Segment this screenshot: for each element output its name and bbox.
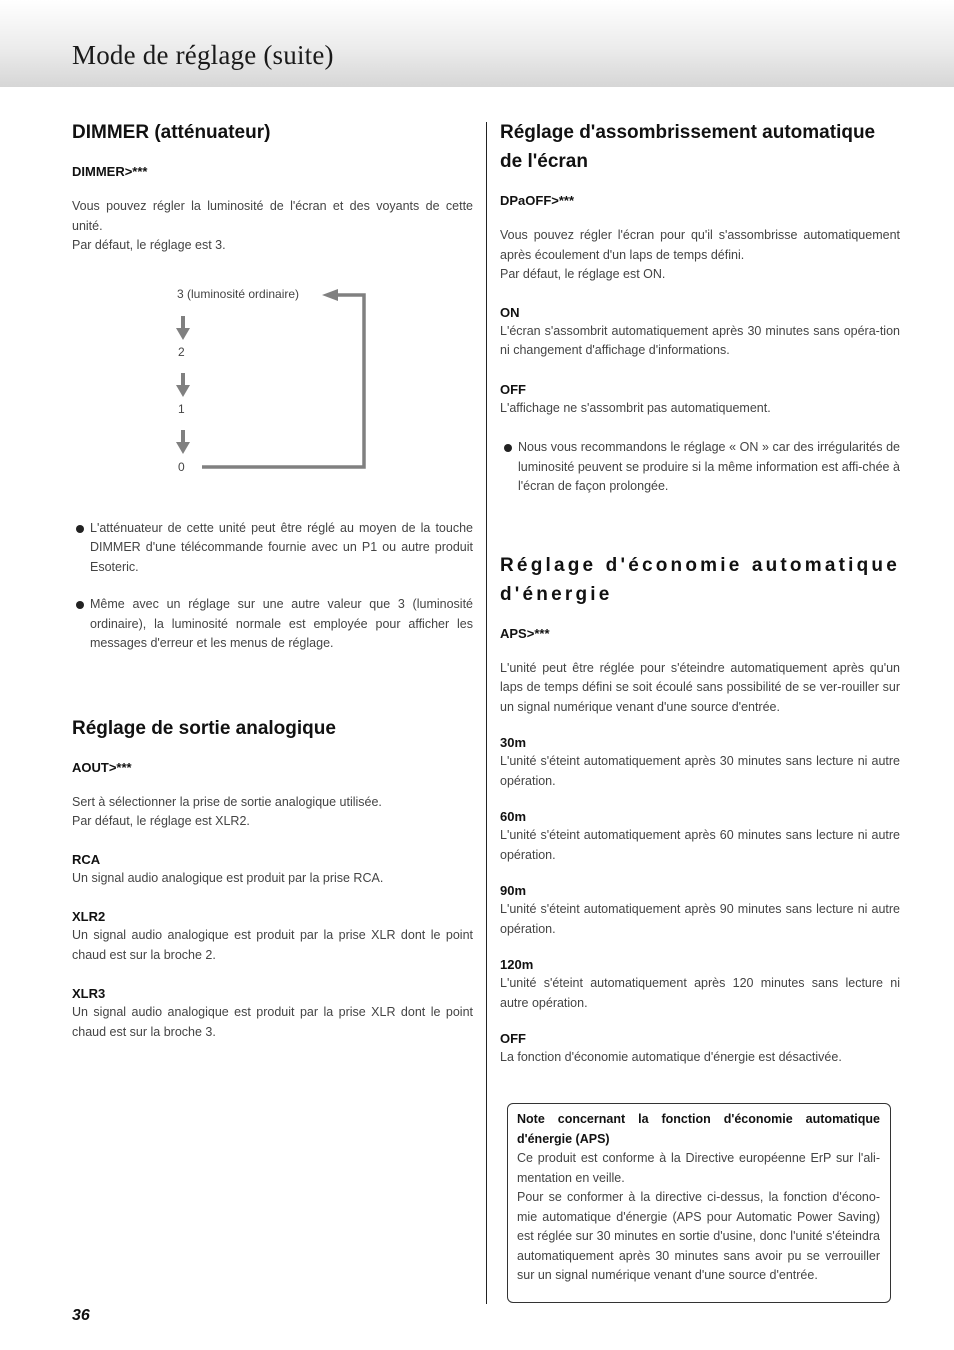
arrow-2-to-1-head	[176, 385, 190, 397]
analog-default: Par défaut, le réglage est XLR2.	[72, 814, 250, 828]
dimmer-bullet: Même avec un réglage sur une autre valeur que 3 (luminosité ordinaire), la luminosité normale est employée pour afficher les messages d'erreur et les menus de réglage.	[72, 595, 473, 654]
arrow-1-to-0-head	[176, 442, 190, 454]
option-desc: L'écran s'assombrit automatiquement après 30 minutes sans opéra-tion ni changement d'affichage d'informations.	[500, 323, 900, 357]
dpaoff-default: Par défaut, le réglage est ON.	[500, 267, 666, 281]
level-0-label: 0	[178, 459, 185, 474]
note-title: Note concernant la fonction d'économie automatique d'énergie (APS)	[517, 1112, 880, 1146]
option-desc: L'unité s'éteint automatiquement après 120 minutes sans lecture ni autre opération.	[500, 976, 900, 1010]
dimmer-bullet: L'atténuateur de cette unité peut être réglé au moyen de la touche DIMMER d'une télécommande fournie avec un P1 ou autre produit Esoteric.	[72, 519, 473, 578]
bullet-dot-icon	[76, 601, 84, 609]
column-divider	[486, 122, 487, 1304]
arrow-1-to-0-shaft	[181, 430, 185, 444]
page-header	[0, 0, 954, 87]
aps-intro: L'unité peut être réglée pour s'éteindre automatiquement après qu'un laps de temps défini se soit écoulé sans possibilité de se ver-rouiller sur un signal numérique venant d'une source d'entrée.	[500, 660, 900, 714]
option-name: OFF	[500, 1031, 526, 1046]
dpaoff-heading: Réglage d'assombrissement automatique de l'écran	[500, 122, 876, 172]
dimmer-code: DIMMER>***	[72, 164, 148, 179]
option-name: 120m	[500, 957, 534, 972]
option-desc: Un signal audio analogique est produit par la prise XLR dont le point chaud est sur la broche 2.	[72, 928, 473, 962]
left-column	[72, 118, 473, 1042]
analog-intro: Sert à sélectionner la prise de sortie analogique utilisée.	[72, 794, 382, 809]
dpaoff-intro: Vous pouvez régler l'écran pour qu'il s'assombrisse automatiquement après écoulement d'un laps de temps défini.	[500, 228, 900, 262]
level-1-label: 1	[178, 401, 185, 416]
dimmer-cycle-diagram	[72, 281, 473, 481]
level-2-label: 2	[178, 344, 185, 359]
option-desc: L'affichage ne s'assombrit pas automatiquement.	[500, 400, 771, 415]
aps-note-box	[507, 1103, 891, 1303]
dimmer-intro: Vous pouvez régler la luminosité de l'écran et des voyants de cette unité.	[72, 199, 473, 233]
option-desc: L'unité s'éteint automatiquement après 30 minutes sans lecture ni autre opération.	[500, 754, 900, 788]
option-name: XLR2	[72, 909, 106, 924]
option-name: 30m	[500, 735, 527, 750]
option-name: XLR3	[72, 986, 106, 1001]
option-desc: La fonction d'économie automatique d'énergie est désactivée.	[500, 1050, 842, 1064]
option-name: 90m	[500, 883, 527, 898]
analog-heading: Réglage de sortie analogique	[72, 717, 336, 739]
arrow-3-to-2-head	[176, 328, 190, 340]
option-desc: L'unité s'éteint automatiquement après 60 minutes sans lecture ni autre opération.	[500, 828, 900, 862]
option-name: ON	[500, 304, 520, 320]
page-number: 36	[72, 1307, 90, 1324]
option-desc: L'unité s'éteint automatiquement après 90 minutes sans lecture ni autre opération.	[500, 902, 900, 936]
aps-code: APS>***	[500, 625, 550, 641]
level-3-label: 3 (luminosité ordinaire)	[177, 286, 300, 301]
note-paragraph: Pour se conformer à la directive ci-dessus, la fonction d'écono-mie automatique d'énergie (APS pour Automatic Power Saving) est réglée sur 30 minutes en sortie d'usine, donc l'unité s'éteindra automatiquement après 30 minutes sans avoir pu se verrouiller sur un signal numérique venant d'une source d'entrée.	[517, 1190, 880, 1282]
bullet-dot-icon	[504, 444, 512, 452]
dpaoff-code: DPaOFF>***	[500, 193, 575, 208]
option-name: 60m	[500, 809, 527, 824]
dimmer-cycle-arrows	[72, 281, 473, 481]
return-arrow-head	[322, 289, 338, 301]
return-line	[202, 295, 364, 467]
option-desc: Un signal audio analogique est produit par la prise RCA.	[72, 870, 384, 885]
bullet-dot-icon	[76, 525, 84, 533]
dimmer-heading: DIMMER (atténuateur)	[72, 122, 271, 143]
analog-code: AOUT>***	[72, 759, 132, 775]
arrow-3-to-2-shaft	[181, 316, 185, 330]
aps-heading: Réglage d'économie automatique d'énergie	[500, 554, 900, 605]
dimmer-default: Par défaut, le réglage est 3.	[72, 238, 226, 252]
option-desc: Un signal audio analogique est produit par la prise XLR dont le point chaud est sur la broche 3.	[72, 1005, 473, 1039]
option-name: OFF	[500, 381, 526, 397]
dpaoff-bullet: Nous vous recommandons le réglage « ON » car des irrégularités de luminosité peuvent se produire si la même information est affi-chée à l'écran de façon prolongée.	[500, 438, 900, 497]
note-paragraph: Ce produit est conforme à la Directive européenne ErP sur l'ali-mentation en veille.	[517, 1151, 880, 1185]
arrow-2-to-1-shaft	[181, 373, 185, 387]
right-column	[500, 118, 900, 1068]
option-name: RCA	[72, 851, 101, 867]
page-title: Mode de réglage (suite)	[72, 40, 334, 70]
